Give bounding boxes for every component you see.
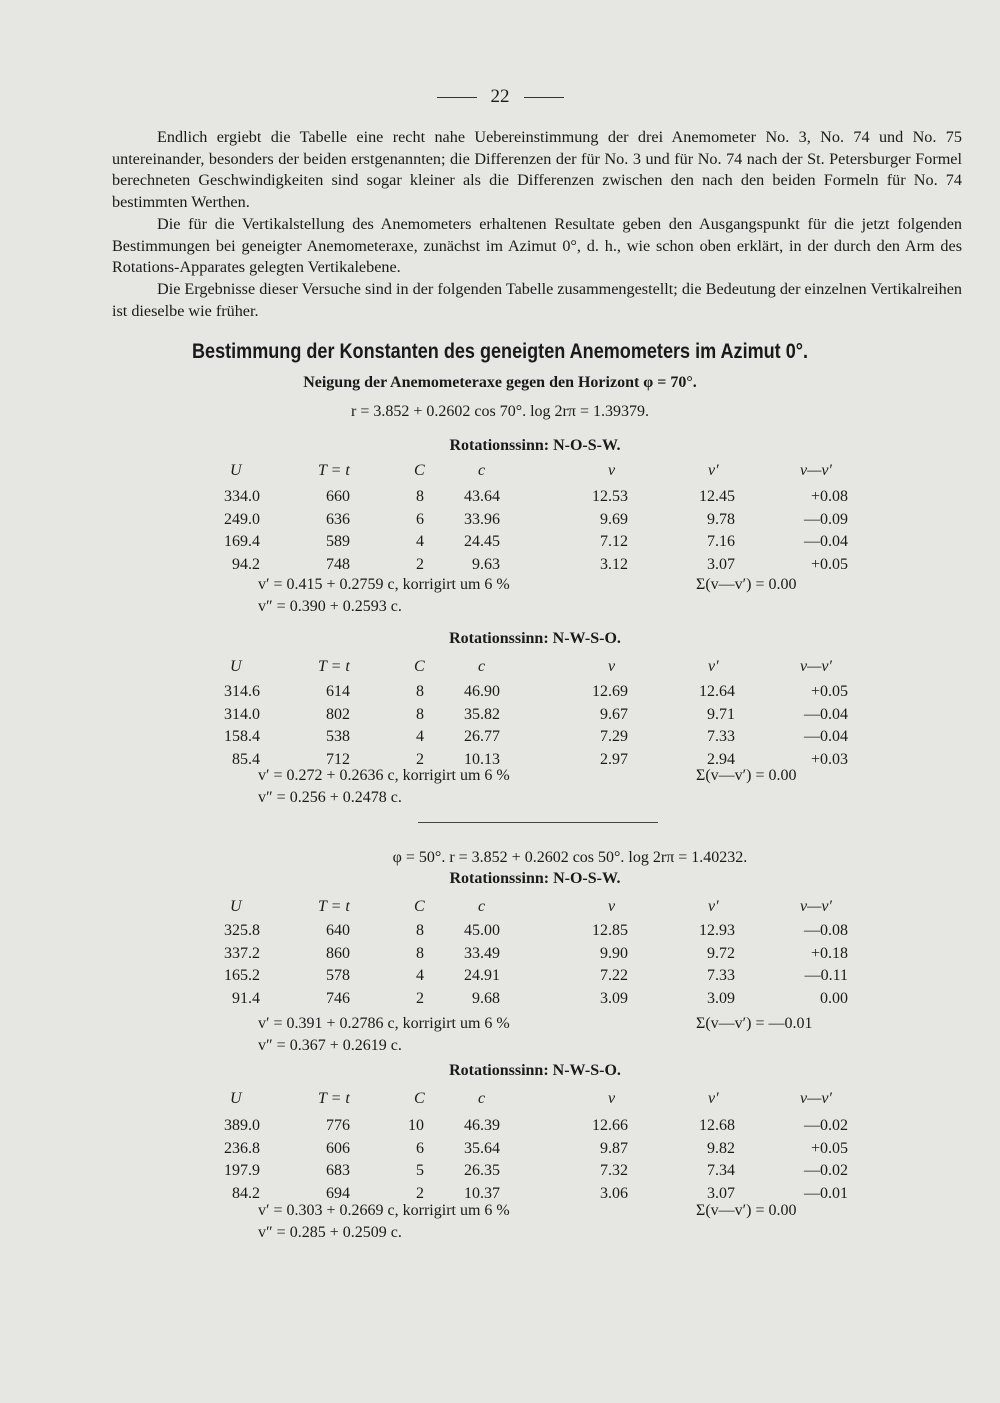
table-cell: 45.00: [464, 922, 500, 939]
table-cell: 3.09: [600, 990, 628, 1007]
column-header: C: [414, 1090, 425, 1107]
table-cell: 9.72: [707, 945, 735, 962]
regression-equation: v″ = 0.285 + 0.2509 c.: [258, 1224, 402, 1241]
table-cell: 9.67: [600, 706, 628, 723]
table-cell: 2.97: [600, 751, 628, 768]
table-cell: 694: [326, 1185, 350, 1202]
table-cell: 12.53: [592, 488, 628, 505]
paragraph: Endlich ergiebt die Tabelle eine recht nahe Uebereinstimmung der drei Anemometer No. 3, No. 74 und No. 75 untereinander, besonders der beiden erstgenannten; die Differenzen der für No. 3 und für No. 74 nach der St. Petersburger Formel berechneten Geschwindigkeiten sind sogar kleiner als die Differenzen zwischen den nach den beiden Formeln für No. 74 bestimmten Werthen.: [112, 128, 962, 212]
table-cell: 10.13: [464, 751, 500, 768]
table-cell: 12.64: [699, 683, 735, 700]
table-cell: 35.64: [464, 1140, 500, 1157]
table-cell: 683: [326, 1162, 350, 1179]
table-cell: 236.8: [224, 1140, 260, 1157]
table-cell: 712: [326, 751, 350, 768]
column-header: v: [608, 658, 616, 675]
sum-deviation: Σ(v—v′) = 0.00: [696, 576, 797, 593]
rotation-label: Rotationssinn: N-O-S-W.: [449, 437, 621, 454]
table-cell: 35.82: [464, 706, 500, 723]
table-cell: —0.11: [804, 967, 848, 984]
table-cell: 12.85: [592, 922, 628, 939]
table-cell: —0.02: [804, 1162, 848, 1179]
column-header: c: [478, 898, 486, 915]
table-cell: 4: [416, 967, 424, 984]
paragraph: Die Ergebnisse dieser Versuche sind in der folgenden Tabelle zusammengestellt; die Bedeutung der einzelnen Vertikalreihen ist dieselbe wie früher.: [112, 279, 962, 320]
table-cell: 3.09: [707, 990, 735, 1007]
table-cell: 7.33: [707, 728, 735, 745]
table-cell: 578: [326, 967, 350, 984]
regression-equation: v″ = 0.367 + 0.2619 c.: [258, 1037, 402, 1054]
page-number: 22: [0, 86, 1000, 108]
table-cell: 4: [416, 728, 424, 745]
table-cell: 43.64: [464, 488, 500, 505]
table-cell: +0.05: [810, 683, 848, 700]
table-cell: 337.2: [224, 945, 260, 962]
column-header: v—v′: [800, 1090, 832, 1107]
table-cell: 169.4: [224, 533, 260, 550]
column-header: v—v′: [800, 898, 832, 915]
table-cell: —0.04: [804, 728, 848, 745]
column-header: v′: [708, 1090, 719, 1107]
table-cell: 7.32: [600, 1162, 628, 1179]
table-cell: 12.45: [699, 488, 735, 505]
table-cell: 8: [416, 488, 424, 505]
table-cell: 3.07: [707, 1185, 735, 1202]
paragraph: Die für die Vertikalstellung des Anemometers erhaltenen Resultate geben den Ausgangspunkt für die jetzt folgenden Bestimmungen bei geneigter Anemometeraxe, zunächst im Azimut 0°, d. h., wie schon oben erklärt, in der durch den Arm des Rotations-Apparates gelegten Vertikalebene.: [112, 214, 962, 277]
table-cell: 3.12: [600, 556, 628, 573]
neigung-line: Neigung der Anemometeraxe gegen den Horizont φ = 70°.: [303, 374, 697, 391]
regression-equation: v″ = 0.256 + 0.2478 c.: [258, 789, 402, 806]
table-cell: 249.0: [224, 511, 260, 528]
table-cell: 7.22: [600, 967, 628, 984]
table-cell: 84.2: [232, 1185, 260, 1202]
table-cell: 46.39: [464, 1117, 500, 1134]
table-cell: —0.09: [804, 511, 848, 528]
column-header: v′: [708, 658, 719, 675]
table-cell: 2: [416, 1185, 424, 1202]
table-title: Bestimmung der Konstanten des geneigten Anemometers im Azimut 0°.: [191, 340, 809, 363]
table-cell: 33.96: [464, 511, 500, 528]
table-cell: +0.03: [810, 751, 848, 768]
table-cell: 12.93: [699, 922, 735, 939]
table-cell: 660: [326, 488, 350, 505]
table-cell: 325.8: [224, 922, 260, 939]
table-cell: 3.06: [600, 1185, 628, 1202]
table-cell: 9.90: [600, 945, 628, 962]
regression-equation: v′ = 0.391 + 0.2786 c, korrigirt um 6 %: [258, 1015, 510, 1032]
table-cell: 7.29: [600, 728, 628, 745]
regression-equation: v′ = 0.415 + 0.2759 c, korrigirt um 6 %: [258, 576, 510, 593]
table-cell: 12.68: [699, 1117, 735, 1134]
table-cell: 12.66: [592, 1117, 628, 1134]
table-cell: 6: [416, 1140, 424, 1157]
table-cell: 538: [326, 728, 350, 745]
table-cell: 4: [416, 533, 424, 550]
table-cell: 314.6: [224, 683, 260, 700]
column-header: v—v′: [800, 462, 832, 479]
table-cell: 2: [416, 990, 424, 1007]
table-cell: 94.2: [232, 556, 260, 573]
table-cell: 158.4: [224, 728, 260, 745]
table-cell: 165.2: [224, 967, 260, 984]
table-cell: 334.0: [224, 488, 260, 505]
table-cell: 24.91: [464, 967, 500, 984]
table-cell: 640: [326, 922, 350, 939]
table-cell: 314.0: [224, 706, 260, 723]
column-header: c: [478, 462, 486, 479]
column-header: v: [608, 898, 616, 915]
column-header: c: [478, 658, 486, 675]
column-header: C: [414, 898, 425, 915]
formula-50: φ = 50°. r = 3.852 + 0.2602 cos 50°. log 2rπ = 1.40232.: [392, 849, 748, 866]
table-cell: —0.04: [804, 706, 848, 723]
table-cell: 389.0: [224, 1117, 260, 1134]
table-cell: 24.45: [464, 533, 500, 550]
column-header: v—v′: [800, 658, 832, 675]
table-cell: +0.05: [810, 1140, 848, 1157]
table-cell: 33.49: [464, 945, 500, 962]
table-cell: 2.94: [707, 751, 735, 768]
table-cell: 748: [326, 556, 350, 573]
table-cell: 6: [416, 511, 424, 528]
section-divider: [418, 822, 658, 823]
table-cell: +0.05: [810, 556, 848, 573]
table-cell: 606: [326, 1140, 350, 1157]
table-cell: 5: [416, 1162, 424, 1179]
table-cell: 614: [326, 683, 350, 700]
table-cell: 197.9: [224, 1162, 260, 1179]
table-cell: 9.78: [707, 511, 735, 528]
column-header: T = t: [318, 1090, 350, 1107]
table-cell: 636: [326, 511, 350, 528]
sum-deviation: Σ(v—v′) = 0.00: [696, 767, 797, 784]
table-cell: 8: [416, 945, 424, 962]
table-cell: —0.01: [804, 1185, 848, 1202]
table-cell: 10: [408, 1117, 424, 1134]
table-cell: 2: [416, 751, 424, 768]
table-cell: 9.68: [472, 990, 500, 1007]
table-cell: 746: [326, 990, 350, 1007]
table-cell: 9.63: [472, 556, 500, 573]
column-header: T = t: [318, 462, 350, 479]
table-cell: 9.82: [707, 1140, 735, 1157]
regression-equation: v′ = 0.303 + 0.2669 c, korrigirt um 6 %: [258, 1202, 510, 1219]
table-cell: 7.33: [707, 967, 735, 984]
regression-equation: v′ = 0.272 + 0.2636 c, korrigirt um 6 %: [258, 767, 510, 784]
rotation-label: Rotationssinn: N-O-S-W.: [449, 870, 621, 887]
table-cell: +0.08: [810, 488, 848, 505]
formula-70: r = 3.852 + 0.2602 cos 70°. log 2rπ = 1.39379.: [351, 403, 649, 420]
column-header: c: [478, 1090, 486, 1107]
table-cell: 91.4: [232, 990, 260, 1007]
table-cell: 26.77: [464, 728, 500, 745]
table-cell: 12.69: [592, 683, 628, 700]
table-cell: 3.07: [707, 556, 735, 573]
table-cell: +0.18: [810, 945, 848, 962]
rotation-label: Rotationssinn: N-W-S-O.: [449, 1062, 621, 1079]
table-cell: 9.87: [600, 1140, 628, 1157]
column-header: v: [608, 1090, 616, 1107]
table-cell: 2: [416, 556, 424, 573]
table-cell: —0.04: [804, 533, 848, 550]
rotation-label: Rotationssinn: N-W-S-O.: [449, 630, 621, 647]
column-header: T = t: [318, 658, 350, 675]
table-cell: 8: [416, 683, 424, 700]
table-cell: 9.71: [707, 706, 735, 723]
table-cell: 0.00: [820, 990, 848, 1007]
table-cell: 7.12: [600, 533, 628, 550]
column-header: v: [608, 462, 616, 479]
sum-deviation: Σ(v—v′) = —0.01: [696, 1015, 813, 1032]
column-header: T = t: [318, 898, 350, 915]
column-header: C: [414, 658, 425, 675]
table-cell: 8: [416, 706, 424, 723]
table-cell: 26.35: [464, 1162, 500, 1179]
column-header: U: [230, 1090, 242, 1107]
regression-equation: v″ = 0.390 + 0.2593 c.: [258, 598, 402, 615]
column-header: U: [230, 658, 242, 675]
intro-text: [112, 127, 962, 322]
table-cell: 802: [326, 706, 350, 723]
column-header: C: [414, 462, 425, 479]
table-cell: 776: [326, 1117, 350, 1134]
table-cell: 9.69: [600, 511, 628, 528]
table-cell: 589: [326, 533, 350, 550]
table-cell: 85.4: [232, 751, 260, 768]
sum-deviation: Σ(v—v′) = 0.00: [696, 1202, 797, 1219]
table-cell: 7.34: [707, 1162, 735, 1179]
table-cell: 860: [326, 945, 350, 962]
table-cell: 8: [416, 922, 424, 939]
table-cell: —0.08: [804, 922, 848, 939]
column-header: U: [230, 898, 242, 915]
column-header: v′: [708, 898, 719, 915]
table-cell: 46.90: [464, 683, 500, 700]
column-header: U: [230, 462, 242, 479]
table-cell: 7.16: [707, 533, 735, 550]
column-header: v′: [708, 462, 719, 479]
table-cell: 10.37: [464, 1185, 500, 1202]
table-cell: —0.02: [804, 1117, 848, 1134]
